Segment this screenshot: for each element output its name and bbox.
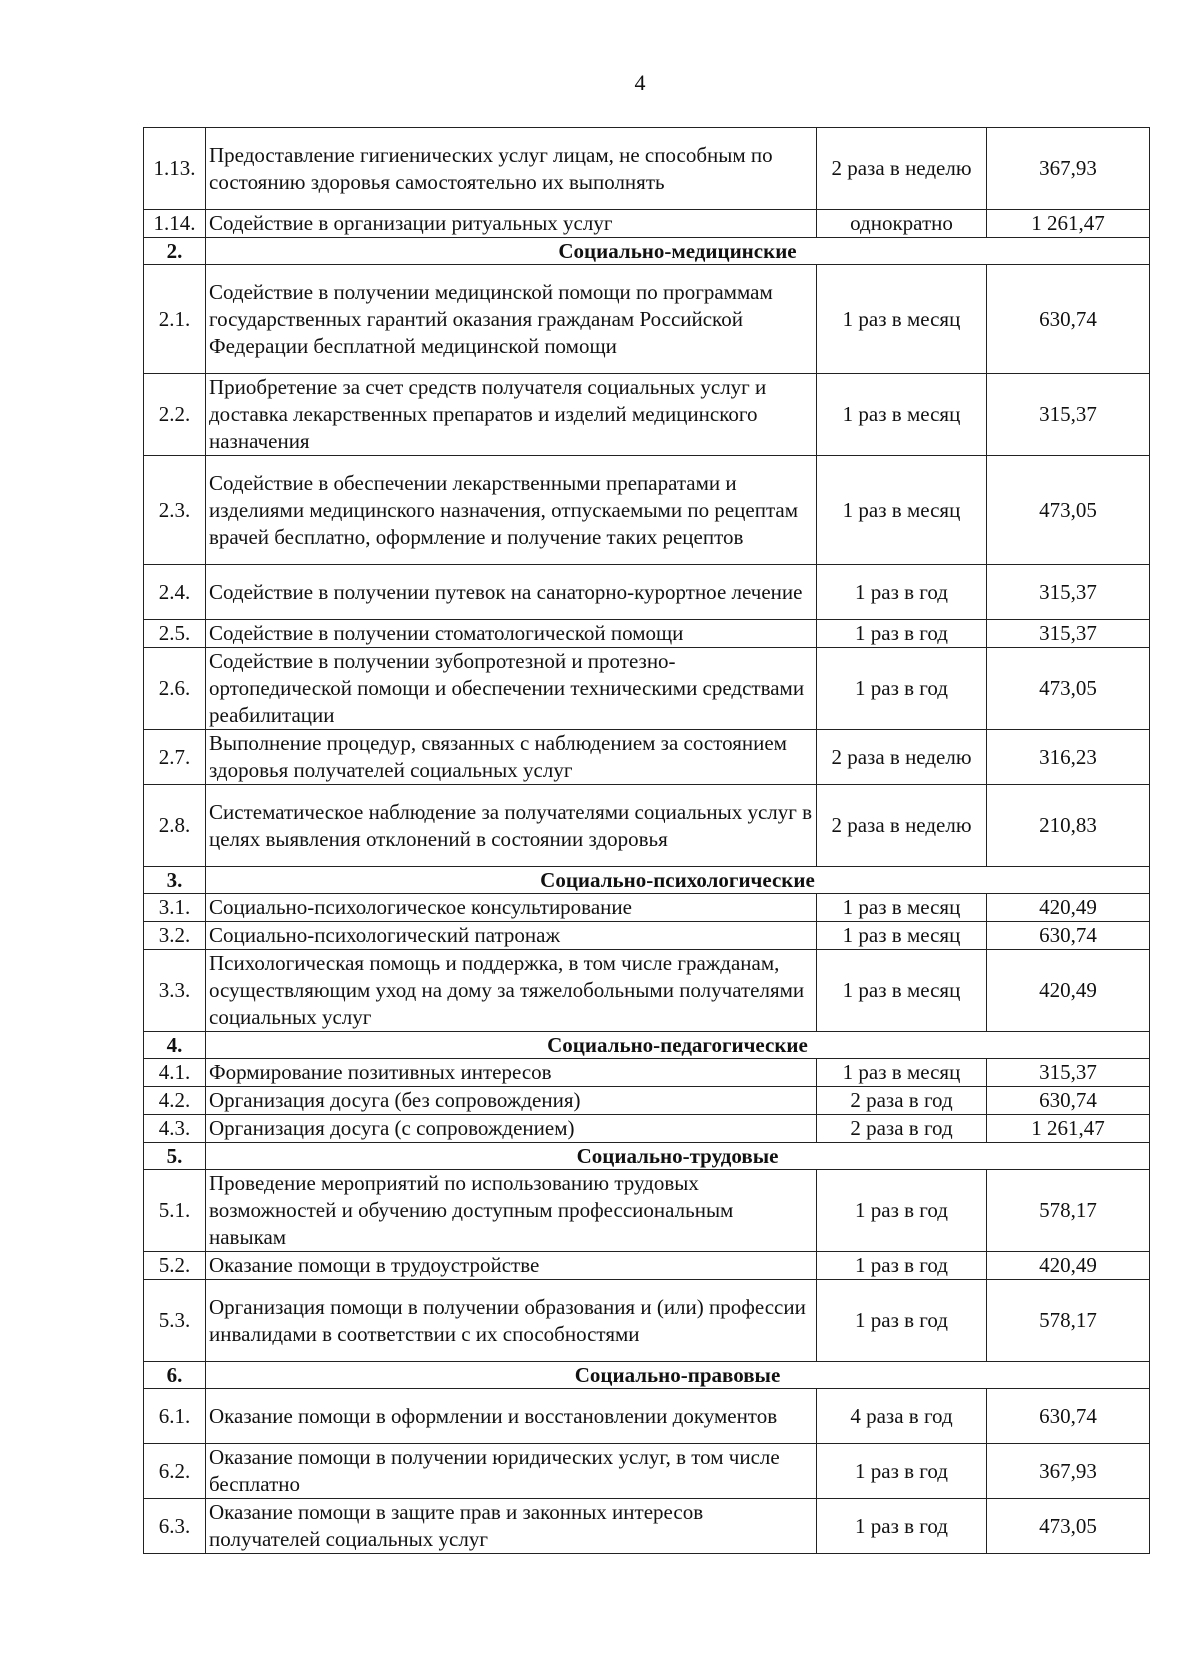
service-price: 315,37 [987,620,1150,648]
service-name: Организация досуга (без сопровождения) [206,1087,817,1115]
service-number: 1.13. [144,128,206,210]
service-name: Содействие в обеспечении лекарственными препаратами и изделиями медицинского назначения, отпускаемыми по рецептам врачей бесплатно, оформление и получение таких рецептов [206,456,817,565]
section-row [144,238,1150,265]
table-row [144,1444,1150,1499]
service-name: Приобретение за счет средств получателя социальных услуг и доставка лекарственных препаратов и изделий медицинского назначения [206,374,817,456]
service-number: 6.3. [144,1499,206,1554]
service-price: 316,23 [987,730,1150,785]
service-frequency: 1 раз в год [817,1280,987,1362]
service-number: 2.6. [144,648,206,730]
service-price: 420,49 [987,950,1150,1032]
service-number: 4.2. [144,1087,206,1115]
service-number: 2.5. [144,620,206,648]
section-row [144,1362,1150,1389]
service-price: 1 261,47 [987,1115,1150,1143]
service-frequency: 1 раз в год [817,1499,987,1554]
table-row [144,894,1150,922]
table-row [144,730,1150,785]
service-name: Оказание помощи в получении юридических услуг, в том числе бесплатно [206,1444,817,1499]
table-row [144,1389,1150,1444]
table-row [144,1087,1150,1115]
section-row [144,1032,1150,1059]
service-number: 2.8. [144,785,206,867]
service-frequency: 1 раз в год [817,620,987,648]
service-number: 2.1. [144,265,206,374]
table-row [144,210,1150,238]
table-row [144,922,1150,950]
service-number: 3.2. [144,922,206,950]
table-row [144,1170,1150,1252]
table-row [144,950,1150,1032]
service-price: 420,49 [987,894,1150,922]
service-price: 367,93 [987,1444,1150,1499]
service-price: 578,17 [987,1280,1150,1362]
service-number: 2.4. [144,565,206,620]
service-name: Содействие в получении стоматологической помощи [206,620,817,648]
table-row [144,620,1150,648]
service-price: 315,37 [987,374,1150,456]
service-name: Содействие в получении путевок на санаторно-курортное лечение [206,565,817,620]
service-name: Организация помощи в получении образования и (или) профессии инвалидами в соответствии с их способностями [206,1280,817,1362]
section-number: 3. [144,867,206,894]
page-number: 4 [634,70,646,95]
service-number: 5.3. [144,1280,206,1362]
service-name: Содействие в получении зубопротезной и протезно-ортопедической помощи и обеспечении техническими средствами реабилитации [206,648,817,730]
service-frequency: 1 раз в год [817,1252,987,1280]
service-frequency: 1 раз в месяц [817,456,987,565]
service-number: 4.1. [144,1059,206,1087]
service-name: Проведение мероприятий по использованию трудовых возможностей и обучению доступным профессиональным навыкам [206,1170,817,1252]
service-frequency: 1 раз в год [817,1170,987,1252]
section-number: 5. [144,1143,206,1170]
service-frequency: 2 раза в неделю [817,730,987,785]
service-price: 315,37 [987,565,1150,620]
service-price: 210,83 [987,785,1150,867]
service-price: 473,05 [987,456,1150,565]
service-frequency: 1 раз в месяц [817,922,987,950]
services-table-body [144,128,1150,1554]
table-row [144,1280,1150,1362]
service-name: Оказание помощи в трудоустройстве [206,1252,817,1280]
section-title: Социально-педагогические [206,1032,1150,1059]
table-row [144,265,1150,374]
service-number: 1.14. [144,210,206,238]
table-row [144,128,1150,210]
service-frequency: 2 раза в неделю [817,785,987,867]
service-frequency: 2 раза в год [817,1115,987,1143]
service-number: 3.3. [144,950,206,1032]
service-price: 630,74 [987,1389,1150,1444]
service-number: 2.7. [144,730,206,785]
service-frequency: 1 раз в месяц [817,894,987,922]
service-name: Социально-психологический патронаж [206,922,817,950]
service-price: 420,49 [987,1252,1150,1280]
section-number: 2. [144,238,206,265]
service-frequency: 1 раз в месяц [817,950,987,1032]
table-row [144,1059,1150,1087]
service-frequency: 4 раза в год [817,1389,987,1444]
table-row [144,648,1150,730]
table-row [144,1499,1150,1554]
service-name: Предоставление гигиенических услуг лицам, не способным по состоянию здоровья самостоятельно их выполнять [206,128,817,210]
service-name: Психологическая помощь и поддержка, в том числе гражданам, осуществляющим уход на дому за тяжелобольными получателями социальных услуг [206,950,817,1032]
section-number: 6. [144,1362,206,1389]
service-name: Систематическое наблюдение за получателями социальных услуг в целях выявления отклонений в состоянии здоровья [206,785,817,867]
service-price: 473,05 [987,1499,1150,1554]
service-name: Социально-психологическое консультирование [206,894,817,922]
service-name: Организация досуга (с сопровождением) [206,1115,817,1143]
service-frequency: однократно [817,210,987,238]
service-number: 2.3. [144,456,206,565]
service-number: 5.1. [144,1170,206,1252]
service-price: 473,05 [987,648,1150,730]
service-number: 4.3. [144,1115,206,1143]
service-frequency: 1 раз в месяц [817,374,987,456]
service-number: 2.2. [144,374,206,456]
service-name: Выполнение процедур, связанных с наблюдением за состоянием здоровья получателей социальных услуг [206,730,817,785]
service-number: 6.2. [144,1444,206,1499]
service-number: 6.1. [144,1389,206,1444]
service-frequency: 1 раз в год [817,648,987,730]
service-number: 5.2. [144,1252,206,1280]
service-frequency: 2 раза в неделю [817,128,987,210]
service-frequency: 1 раз в месяц [817,1059,987,1087]
service-price: 578,17 [987,1170,1150,1252]
service-name: Содействие в получении медицинской помощи по программам государственных гарантий оказания гражданам Российской Федерации бесплатной медицинской помощи [206,265,817,374]
service-price: 1 261,47 [987,210,1150,238]
section-title: Социально-правовые [206,1362,1150,1389]
section-number: 4. [144,1032,206,1059]
section-title: Социально-психологические [206,867,1150,894]
service-price: 367,93 [987,128,1150,210]
service-name: Содействие в организации ритуальных услуг [206,210,817,238]
section-row [144,1143,1150,1170]
service-frequency: 1 раз в год [817,565,987,620]
section-title: Социально-трудовые [206,1143,1150,1170]
service-frequency: 1 раз в месяц [817,265,987,374]
section-title: Социально-медицинские [206,238,1150,265]
service-price: 315,37 [987,1059,1150,1087]
table-row [144,785,1150,867]
service-frequency: 1 раз в год [817,1444,987,1499]
service-price: 630,74 [987,1087,1150,1115]
table-row [144,374,1150,456]
service-price: 630,74 [987,922,1150,950]
service-number: 3.1. [144,894,206,922]
service-name: Оказание помощи в защите прав и законных интересов получателей социальных услуг [206,1499,817,1554]
table-row [144,565,1150,620]
service-name: Оказание помощи в оформлении и восстановлении документов [206,1389,817,1444]
service-name: Формирование позитивных интересов [206,1059,817,1087]
service-price: 630,74 [987,265,1150,374]
services-table [143,127,1150,1554]
section-row [144,867,1150,894]
table-row [144,456,1150,565]
table-row [144,1115,1150,1143]
service-frequency: 2 раза в год [817,1087,987,1115]
table-row [144,1252,1150,1280]
